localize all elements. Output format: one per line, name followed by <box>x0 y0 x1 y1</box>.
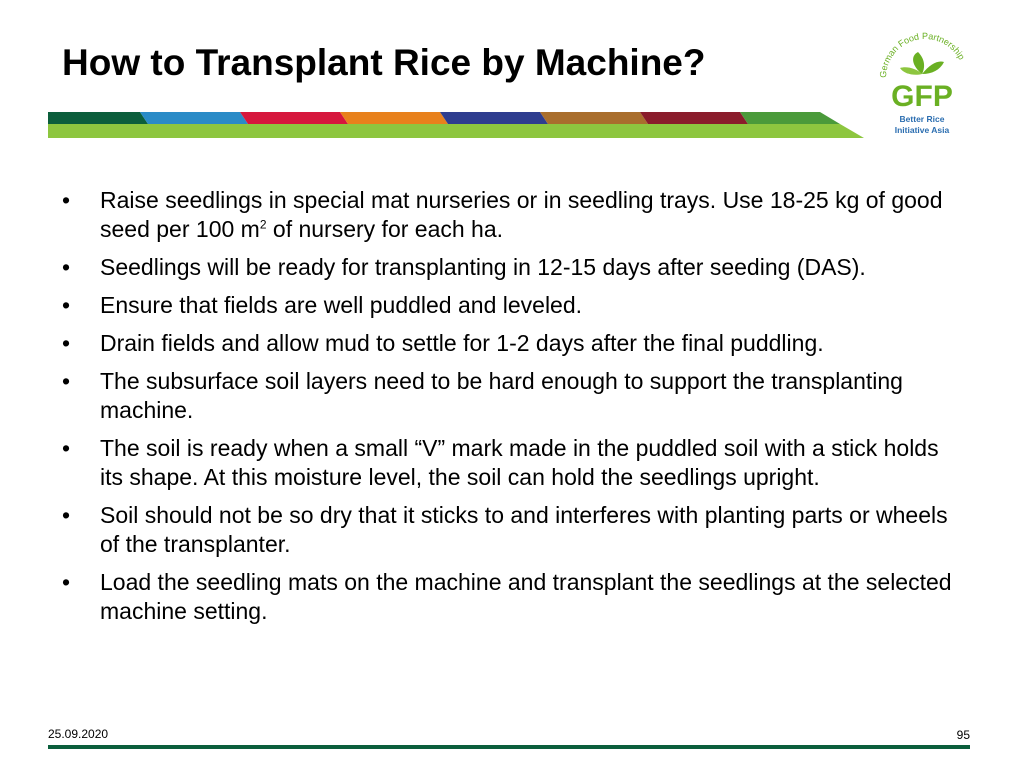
logo-letters: GFP <box>891 80 953 113</box>
bullet-text: Soil should not be so dry that it sticks to and interferes with planting parts or wheels of the transplanter. <box>100 502 948 557</box>
bullet-text: Drain fields and allow mud to settle for 1-2 days after the final puddling. <box>100 330 824 356</box>
gfp-logo <box>872 26 972 146</box>
footer-date: 25.09.2020 <box>48 727 109 741</box>
bullet-text: Ensure that fields are well puddled and leveled. <box>100 292 583 318</box>
bullet-text: Raise seedlings in special mat nurseries or in seedling trays. Use 18-25 kg of good seed per 100 m <box>100 187 943 242</box>
bullet-item <box>62 186 962 244</box>
bullet-text: The subsurface soil layers need to be hard enough to support the transplanting machine. <box>100 368 903 423</box>
logo-line1: Better Rice <box>899 114 945 124</box>
logo-line2: Initiative Asia <box>894 125 950 135</box>
bullet-item <box>62 501 962 559</box>
bullet-glyph: • <box>62 292 71 318</box>
footer-divider <box>48 745 970 749</box>
superscript: 2 <box>259 217 267 232</box>
bullet-item <box>62 291 962 320</box>
bullet-text: The soil is ready when a small “V” mark made in the puddled soil with a stick holds its shape. At this moisture level, the soil can hold the seedlings upright. <box>100 435 939 490</box>
bullet-glyph: • <box>62 330 71 356</box>
bullet-text: Seedlings will be ready for transplanting in 12-15 days after seeding (DAS). <box>100 254 866 280</box>
bullet-glyph: • <box>62 569 71 595</box>
bullet-item <box>62 568 962 626</box>
bullet-item <box>62 253 962 282</box>
bullet-text-tail: of nursery for each ha. <box>266 216 504 242</box>
bullet-glyph: • <box>62 502 71 528</box>
bullet-text: Load the seedling mats on the machine and transplant the seedlings at the selected machine setting. <box>100 569 952 624</box>
bullet-list <box>62 186 962 635</box>
bullet-item <box>62 367 962 425</box>
page-number: 95 <box>956 728 970 742</box>
bullet-glyph: • <box>62 254 71 280</box>
bullet-item <box>62 329 962 358</box>
leaf-icon <box>900 52 944 75</box>
bullet-glyph: • <box>62 187 71 213</box>
decorative-color-stripe <box>48 112 864 138</box>
bullet-item <box>62 434 962 492</box>
logo-arc-text: German Food Partnership <box>877 30 967 79</box>
slide-title: How to Transplant Rice by Machine? <box>62 42 706 83</box>
bullet-glyph: • <box>62 435 71 461</box>
bullet-glyph: • <box>62 368 71 394</box>
